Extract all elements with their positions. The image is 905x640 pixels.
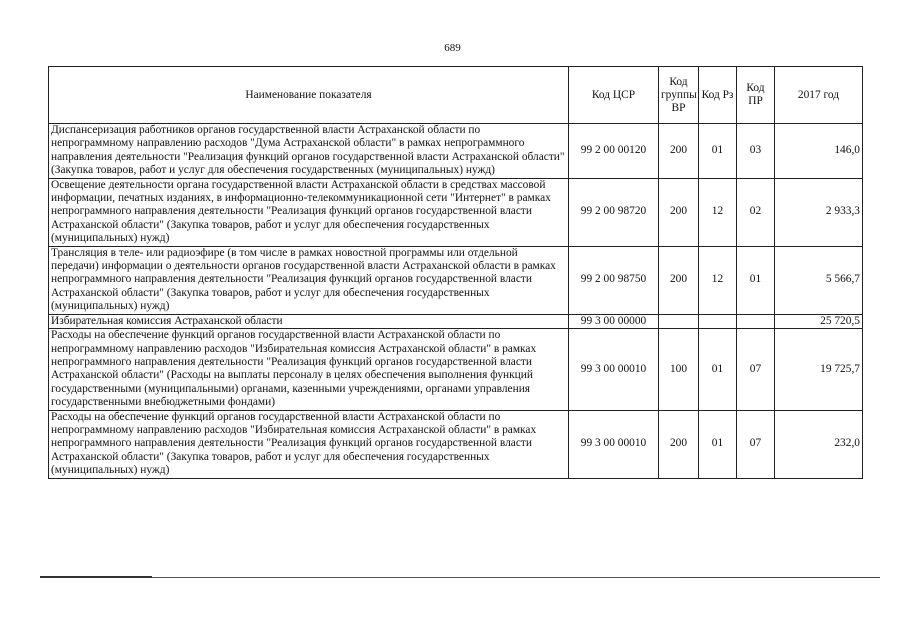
row-name: Расходы на обеспечение функций органов государственной власти Астраханской области по непрограммному направлению расходов "Избирательная комиссия Астраханской области" в рамках непрограммного направления деятельности "Реализация функций органов государственной власти Астраханской области" (Расходы на выплаты персоналу в целях обеспечения выполнения функций государственными (муниципальными) органами, казенными учреждениями, органами управления государственными внебюджетными фондами): [49, 329, 569, 410]
header-pr: Код ПР: [737, 67, 775, 124]
row-amount: 146,0: [775, 124, 863, 179]
row-rz: 12: [699, 178, 737, 246]
row-csr: 99 2 00 00120: [569, 124, 659, 179]
table-row: [49, 314, 863, 328]
budget-table: [48, 66, 863, 479]
header-csr: Код ЦСР: [569, 67, 659, 124]
row-pr: 01: [737, 246, 775, 314]
page-bottom-divider-left-segment: [40, 576, 152, 578]
row-rz: 01: [699, 329, 737, 410]
row-vr: 200: [659, 246, 699, 314]
page-bottom-divider-right-segment: [680, 577, 880, 578]
row-pr: 07: [737, 410, 775, 478]
row-csr: 99 3 00 00010: [569, 410, 659, 478]
table-header-row: [49, 67, 863, 124]
row-amount: 232,0: [775, 410, 863, 478]
row-csr: 99 2 00 98720: [569, 178, 659, 246]
table-row: [49, 246, 863, 314]
row-name: Освещение деятельности органа государственной власти Астраханской области в средствах массовой информации, печатных изданиях, в информационно-телекоммуникационной сети "Интернет" в рамках непрограммного направления деятельности "Реализация функций органов государственной власти Астраханской области" (Закупка товаров, работ и услуг для обеспечения государственных (муниципальных) нужд): [49, 178, 569, 246]
row-pr: 07: [737, 329, 775, 410]
table-row: [49, 124, 863, 179]
row-name: Диспансеризация работников органов государственной власти Астраханской области по непрограммному направлению расходов "Дума Астраханской области" в рамках непрограммного направления деятельности "Реализация функций органов государственной власти Астраханской области" (Закупка товаров, работ и услуг для обеспечения государственных (муниципальных) нужд): [49, 124, 569, 179]
row-csr: 99 2 00 98750: [569, 246, 659, 314]
page-number: 689: [444, 42, 461, 54]
row-pr: 03: [737, 124, 775, 179]
header-year: 2017 год: [775, 67, 863, 124]
row-vr: 200: [659, 178, 699, 246]
row-vr: [659, 314, 699, 328]
row-rz: 01: [699, 410, 737, 478]
row-name: Трансляция в теле- или радиоэфире (в том числе в рамках новостной программы или отдельной передачи) информации о деятельности органов государственной власти Астраханской области в рамках непрограммного направления деятельности "Реализация функций органов государственной власти Астраханской области" (Закупка товаров, работ и услуг для обеспечения государственных (муниципальных) нужд): [49, 246, 569, 314]
header-vr: Код группы ВР: [659, 67, 699, 124]
table-row: [49, 329, 863, 410]
row-rz: 12: [699, 246, 737, 314]
row-name: Расходы на обеспечение функций органов государственной власти Астраханской области по непрограммному направлению расходов "Избирательная комиссия Астраханской области" в рамках непрограммного направления деятельности "Реализация функций органов государственной власти Астраханской области" (Закупка товаров, работ и услуг для обеспечения государственных (муниципальных) нужд): [49, 410, 569, 478]
header-rz: Код Рз: [699, 67, 737, 124]
row-vr: 200: [659, 410, 699, 478]
row-amount: 5 566,7: [775, 246, 863, 314]
row-pr: [737, 314, 775, 328]
row-csr: 99 3 00 00010: [569, 329, 659, 410]
row-amount: 2 933,3: [775, 178, 863, 246]
row-amount: 19 725,7: [775, 329, 863, 410]
table-row: [49, 178, 863, 246]
row-name: Избирательная комиссия Астраханской области: [49, 314, 569, 328]
header-name: Наименование показателя: [49, 67, 569, 124]
row-vr: 100: [659, 329, 699, 410]
row-pr: 02: [737, 178, 775, 246]
row-amount: 25 720,5: [775, 314, 863, 328]
row-csr: 99 3 00 00000: [569, 314, 659, 328]
row-rz: 01: [699, 124, 737, 179]
table-row: [49, 410, 863, 478]
row-vr: 200: [659, 124, 699, 179]
row-rz: [699, 314, 737, 328]
